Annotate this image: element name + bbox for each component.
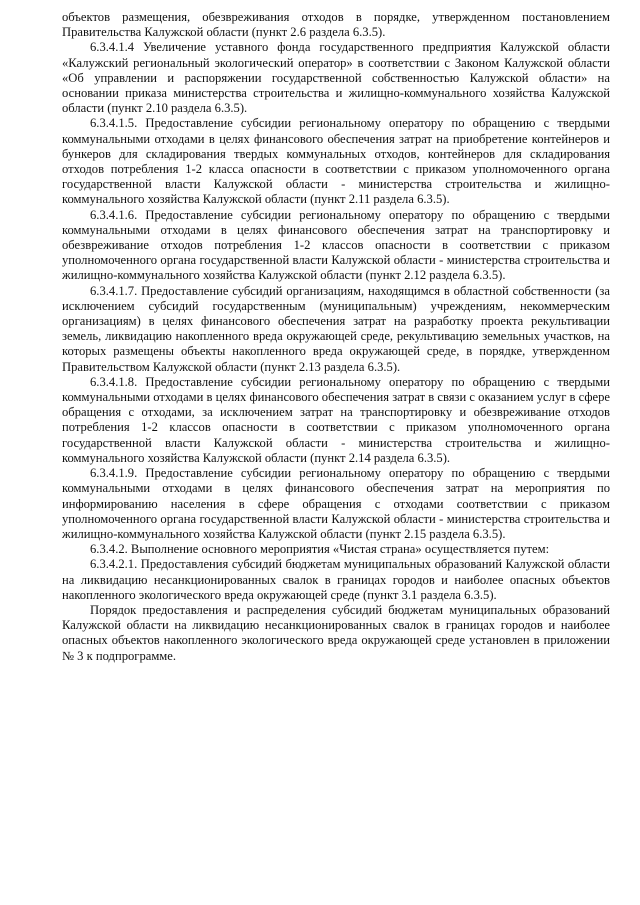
- paragraph-continuation: объектов размещения, обезвреживания отходов в порядке, утвержденном постановлением Правительства Калужской области (пункт 2.6 раздела 6.3.5).: [62, 10, 610, 40]
- paragraph-6-3-4-2: 6.3.4.2. Выполнение основного мероприятия «Чистая страна» осуществляется путем:: [90, 542, 550, 557]
- paragraph-procedure: Порядок предоставления и распределения субсидий бюджетам муниципальных образований Калужской области на ликвидацию несанкционированных свалок в границах городов и наиболее опасных объектов накопленного экологического вреда окружающей среде установлен в приложении № 3 к подпрограмме.: [62, 602, 610, 663]
- paragraph-6-3-4-1-8: 6.3.4.1.8. Предоставление субсидии региональному оператору по обращению с твердыми коммунальными отходами в целях финансового обеспечения затрат в связи с оказанием услуг в сфере обращения с отходами, за исключением затрат на транспортировку и обезвреживание отходов потребления 1-2 классов опасности в соответствии с приказом уполномоченного органа государственной власти Калужской области - министерства строительства и жилищно-коммунального хозяйства Калужской области (пункт 2.14 раздела 6.3.5).: [62, 374, 610, 465]
- paragraph-6-3-4-2-1: 6.3.4.2.1. Предоставления субсидий бюджетам муниципальных образований Калужской области на ликвидацию несанкционированных свалок в границах городов и наиболее опасных объектов накопленного экологического вреда окружающей среде (пункт 3.1 раздела 6.3.5).: [62, 557, 610, 602]
- paragraph-6-3-4-1-9: 6.3.4.1.9. Предоставление субсидии региональному оператору по обращению с твердыми коммунальными отходами в целях финансового обеспечения затрат на мероприятия по информированию населения в сфере обращения с отходами соответствии с приказом уполномоченного органа государственной власти Калужской области - министерства строительства и жилищно-коммунального хозяйства Калужской области (пункт 2.15 раздела 6.3.5).: [62, 466, 610, 541]
- paragraph-6-3-4-1-5: 6.3.4.1.5. Предоставление субсидии региональному оператору по обращению с твердыми коммунальными отходами в целях финансового обеспечения затрат на приобретение контейнеров и бункеров для складирования твердых коммунальных отходов, контейнеров для складирования отходов потребления 1-2 класса опасности в соответствии с приказом уполномоченного органа государственной власти Калужской области - министерства строительства и жилищно-коммунального хозяйства Калужской области (пункт 2.11 раздела 6.3.5).: [62, 116, 610, 207]
- paragraph-6-3-4-1-6: 6.3.4.1.6. Предоставление субсидии региональному оператору по обращению с твердыми коммунальными отходами в целях финансового обеспечения затрат на транспортировку и обезвреживание отходов потребления 1-2 классов опасности в соответствии с приказом уполномоченного органа государственной власти Калужской области - министерства строительства и жилищно-коммунального хозяйства Калужской области (пункт 2.12 раздела 6.3.5).: [62, 207, 610, 283]
- paragraph-6-3-4-1-7: 6.3.4.1.7. Предоставление субсидий организациям, находящимся в областной собственности (за исключением субсидий государственным (муниципальным) учреждениям, некоммерческим организациям) в целях финансового обеспечения затрат на разработку проекта рекультивации земель, ликвидацию накопленного вреда окружающей среде, рекультивацию земельных участков, на которых размещены объекты накопленного вреда окружающей среде, в порядке, утвержденном Правительством Калужской области (пункт 2.13 раздела 6.3.5).: [62, 283, 610, 374]
- paragraph-6-3-4-1-4: 6.3.4.1.4 Увеличение уставного фонда государственного предприятия Калужской области «Калужский региональный экологический оператор» в соответствии с Законом Калужской области «Об управлении и распоряжении государственной собственностью Калужской области» на основании приказа министерства строительства и жилищно-коммунального хозяйства Калужской области (пункт 2.10 раздела 6.3.5).: [62, 40, 610, 116]
- document-page: [62, 10, 610, 664]
